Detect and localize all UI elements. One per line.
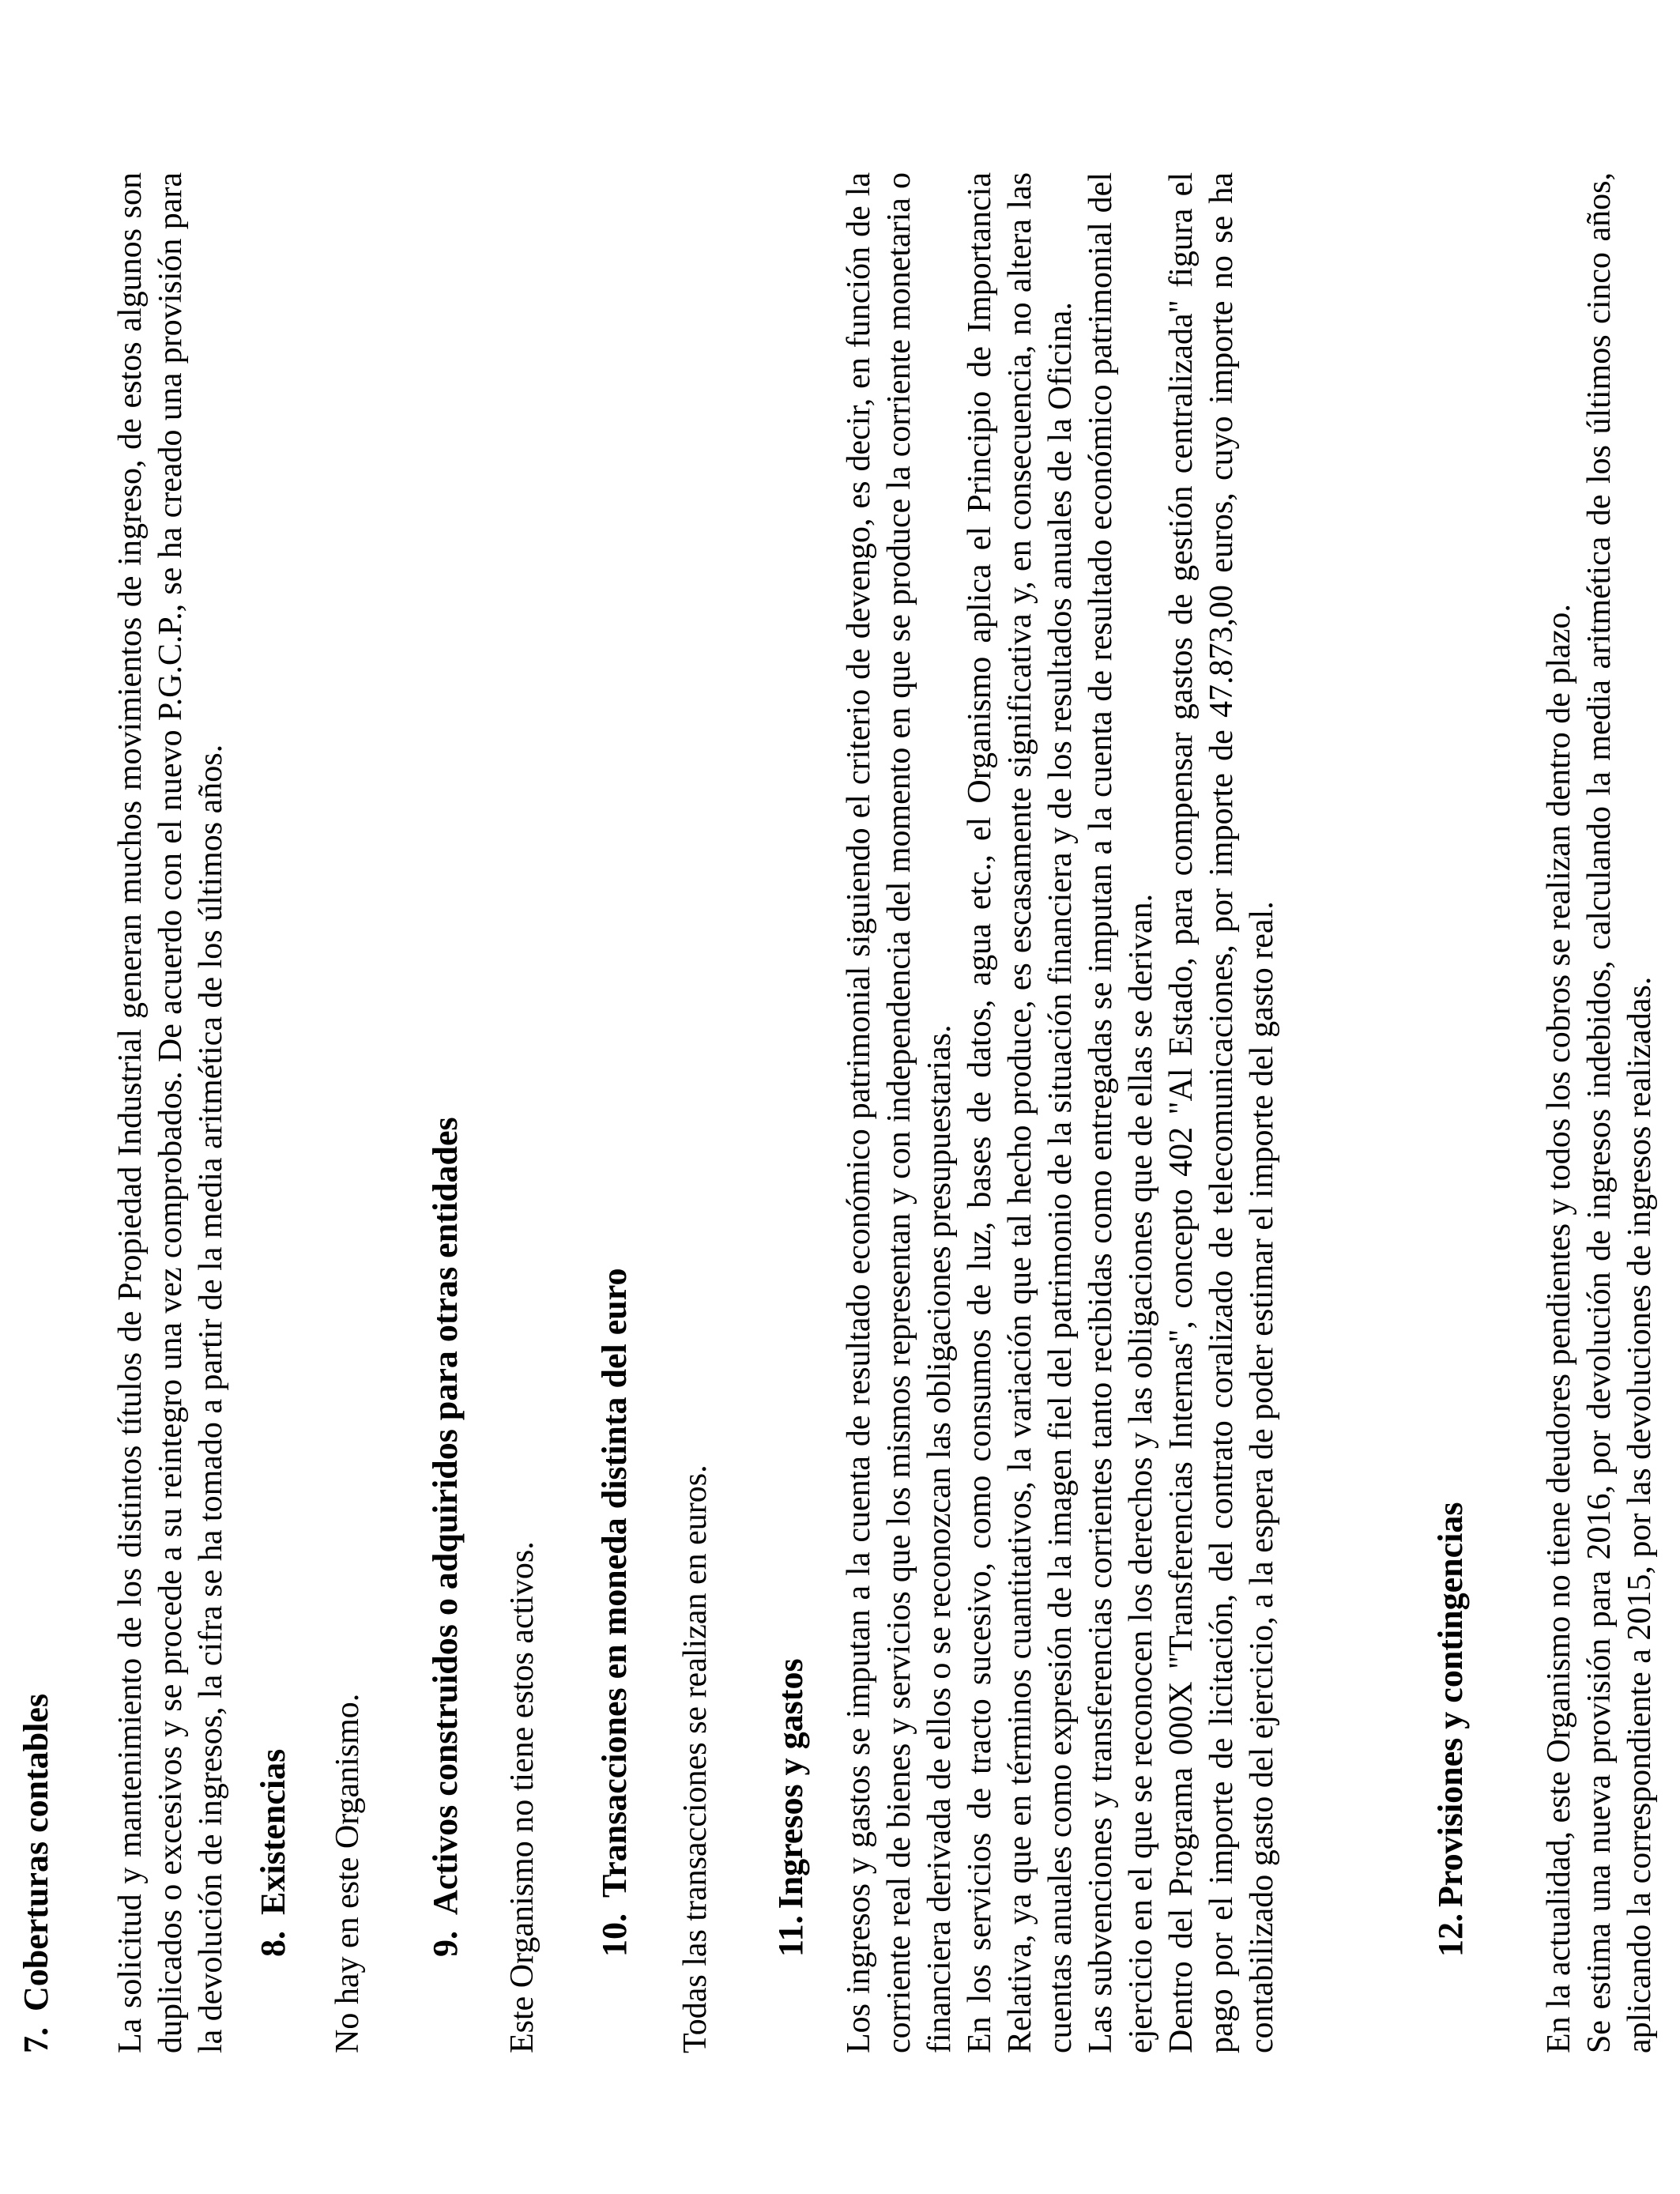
section-existencias-body [328, 172, 368, 2053]
paragraph: No hay en este Organismo. [330, 1693, 366, 2053]
section-heading [1430, 76, 1471, 1957]
section-heading [425, 76, 466, 1957]
section-title: Activos construidos o adquiridos para otras entidades [426, 1117, 465, 1915]
section-coberturas-body [111, 172, 232, 2053]
section-ingresos-gastos [770, 76, 812, 1957]
section-number: 7. [17, 2027, 55, 2053]
section-transacciones-body [676, 172, 716, 2053]
paragraph: Los ingresos y gastos se imputan a la cuenta de resultado económico patrimonial siguiendo el criterio de devengo, es decir, en función de la corriente real de bienes y servicios que los mismos representan y con independencia del momento en que se produce la corriente monetaria o financiera derivada de ellos o se reconozcan las obligaciones presupuestarias. [841, 172, 958, 2053]
paragraph: Este Organismo no tiene estos activos. [504, 1541, 541, 2053]
section-heading [16, 172, 57, 2053]
section-number: 10. [595, 1913, 634, 1957]
section-activos [425, 76, 466, 1957]
section-heading [770, 76, 812, 1957]
section-provisiones-body [1539, 172, 1660, 2053]
section-existencias [253, 76, 294, 1957]
section-title: Provisiones y contingencias [1431, 1502, 1470, 1907]
section-heading [594, 76, 635, 1957]
section-number: 8. [254, 1931, 292, 1957]
paragraph: Todas las transacciones se realizan en euros. [677, 1465, 714, 2053]
paragraph: Las subvenciones y transferencias corrientes tanto recibidas como entregadas se imputan a la cuenta de resultado económico patrimonial del ejercicio en el que se reconocen los derechos y las obligaciones que de ellas se derivan. [1083, 172, 1159, 2053]
section-ingresos-gastos-body [839, 172, 1283, 2053]
section-number: 11. [771, 1915, 810, 1957]
section-title: Ingresos y gastos [771, 1658, 810, 1909]
section-provisiones [1430, 76, 1471, 1957]
paragraph: La solicitud y mantenimiento de los distintos títulos de Propiedad Industrial generan muchos movimientos de ingreso, de estos algunos son duplicados o excesivos y se procede a su reintegro una vez comprobados. De acuerdo con el nuevo P.G.C.P., se ha creado una provisión para la devolución de ingresos, la cifra se ha tomado a partir de la media aritmética de los últimos años. [112, 172, 229, 2053]
paragraph: Se estima una nueva provisión para 2016, por devolución de ingresos indebidos, calculando la media aritmética de los últimos cinco años, aplicando la correspondiente a 2015, por las devoluciones de ingresos realizadas. [1581, 172, 1658, 2053]
paragraph: En los servicios de tracto sucesivo, como consumos de luz, bases de datos, agua etc., el Organismo aplica el Principio de Importancia Relativa, ya que en términos cuantitativos, la variación que tal hecho produce, es escasamente significativa y, en consecuencia, no altera las cuentas anuales como expresión de la imagen fiel del patrimonio de la situación financiera y de los resultados anuales de la Oficina. [962, 172, 1079, 2053]
paragraph: Dentro del Programa 000X "Transferencias Internas", concepto 402 "Al Estado, para compensar gastos de gestión centralizada" figura el pago por el importe de licitación, del contrato coralizado de telecomunicaciones, por importe de 47.873,00 euros, cuyo importe no se ha contabilizado gasto del ejercicio, a la espera de poder estimar el importe del gasto real. [1163, 172, 1280, 2053]
section-title: Transacciones en moneda distinta del euro [595, 1268, 634, 1898]
section-title: Existencias [254, 1748, 292, 1915]
section-transacciones [594, 76, 635, 1957]
section-activos-body [503, 172, 543, 2053]
paragraph: En la actualidad, este Organismo no tiene deudores pendientes y todos los cobros se realizan dentro de plazo. [1541, 604, 1577, 2053]
section-coberturas-contables [16, 172, 57, 2053]
section-number: 9. [426, 1931, 465, 1957]
section-number: 12. [1431, 1913, 1470, 1957]
section-title: Coberturas contables [17, 1693, 55, 2011]
section-heading [253, 76, 294, 1957]
